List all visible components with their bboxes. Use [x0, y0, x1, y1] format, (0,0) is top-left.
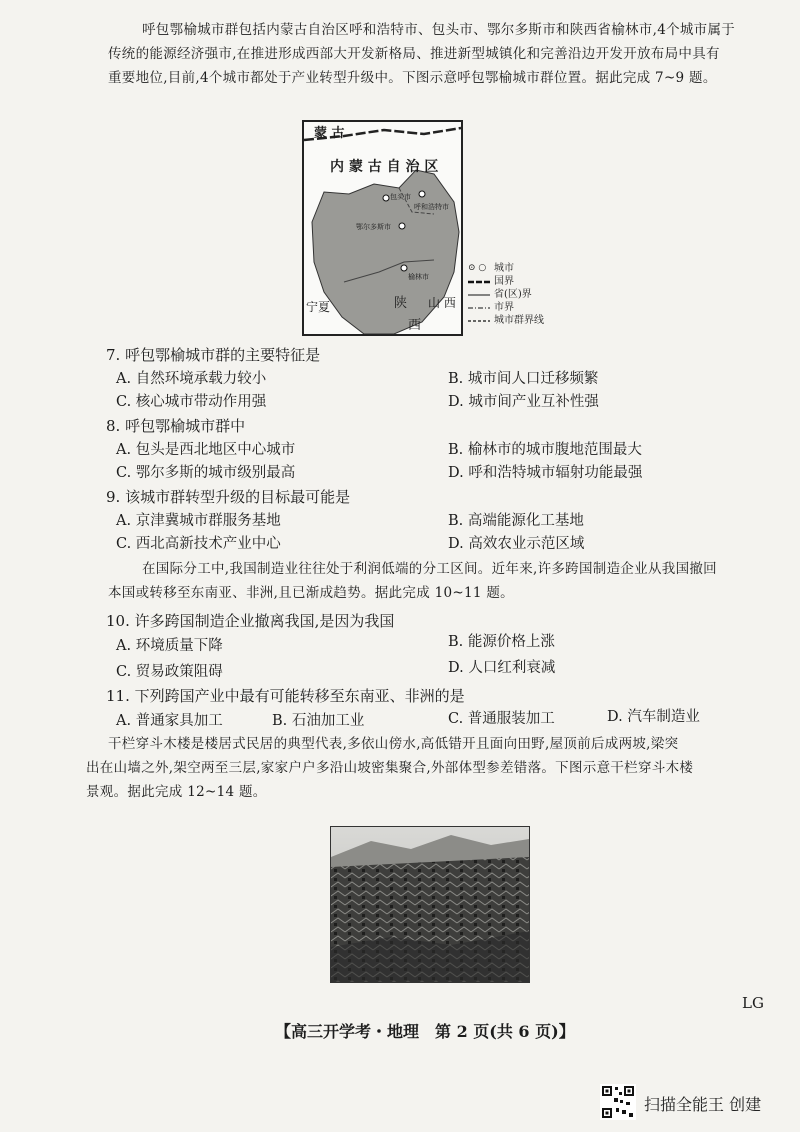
q9-option-d[interactable]: D. 高效农业示范区域 [448, 536, 585, 552]
city-marker-ordos [399, 223, 405, 229]
qr-code-icon [600, 1084, 636, 1120]
city-border-icon [468, 305, 490, 311]
stilt-house-image [331, 827, 529, 982]
intro2-line1: 在国际分工中,我国制造业往往处于利润低端的分工区间。近年来,许多跨国制造企业从我国撤回 [142, 561, 717, 577]
intro-passage-3 [86, 732, 786, 804]
q9-option-c[interactable]: C. 西北高新技术产业中心 [116, 536, 281, 552]
q10-stem: 10. 许多跨国制造企业撤离我国,是因为我国 [106, 612, 395, 630]
q10-option-a[interactable]: A. 环境质量下降 [116, 638, 223, 654]
legend-city: ⊙ ○ 城市 [468, 263, 514, 274]
city-marker-yulin [401, 265, 407, 271]
city-marker-baotou [383, 195, 389, 201]
q10-option-c[interactable]: C. 贸易政策阻碍 [116, 664, 223, 680]
q8-option-a[interactable]: A. 包头是西北地区中心城市 [116, 442, 296, 458]
label-ningxia: 宁夏 [306, 300, 331, 314]
q9-option-a[interactable]: A. 京津冀城市群服务基地 [116, 513, 281, 529]
q10-option-b[interactable]: B. 能源价格上涨 [448, 634, 555, 650]
legend-province-border: 省(区)界 [468, 288, 544, 301]
q8-option-d[interactable]: D. 呼和浩特城市辐射功能最强 [448, 465, 643, 481]
label-inner-mongolia: 内 蒙 古 自 治 区 [330, 159, 439, 175]
legend-cluster-border: 城市群界线 [468, 314, 544, 327]
label-baotou: 包头市 [390, 193, 411, 201]
cluster-border-icon [468, 318, 490, 324]
q11-option-d[interactable]: D. 汽车制造业 [607, 709, 700, 725]
subject-code: LG [742, 994, 764, 1012]
intro-passage-2 [108, 557, 788, 605]
label-hohhot: 呼和浩特市 [414, 203, 449, 211]
national-border-icon [468, 279, 490, 285]
label-mongolia: 蒙 古 [314, 126, 345, 141]
legend-city-border: 市界 [468, 301, 544, 314]
q9-option-b[interactable]: B. 高端能源化工基地 [448, 513, 584, 529]
intro1-line2: 传统的能源经济强市,在推进形成西部大开发新格局、推进新型城镇化和完善沿边开发开放布局中具有 [108, 46, 720, 62]
city-symbol-icon: ⊙ ○ [468, 263, 487, 273]
q8-stem: 8. 呼包鄂榆城市群中 [106, 417, 246, 435]
intro-passage-1 [108, 18, 788, 90]
q7-option-b[interactable]: B. 城市间人口迁移频繁 [448, 371, 599, 387]
q8-option-c[interactable]: C. 鄂尔多斯的城市级别最高 [116, 465, 296, 481]
q10-option-d[interactable]: D. 人口红利衰减 [448, 660, 556, 676]
q11-stem: 11. 下列跨国产业中最有可能转移至东南亚、非洲的是 [106, 687, 465, 705]
label-xi: 西 [408, 318, 422, 333]
intro3-line2: 出在山墙之外,架空两至三层,家家户户多沿山坡密集聚合,外部体型参差错落。下图示意干栏穿斗木楼 [86, 760, 694, 776]
intro1-line3: 重要地位,目前,4个城市都处于产业转型升级中。下图示意呼包鄂榆城市群位置。据此完成 7~9 题。 [108, 70, 717, 86]
q7-option-a[interactable]: A. 自然环境承载力较小 [116, 371, 267, 387]
q8-option-b[interactable]: B. 榆林市的城市腹地范围最大 [448, 442, 642, 458]
label-shanxi: 山 西 [428, 296, 456, 310]
q11-option-a[interactable]: A. 普通家具加工 [116, 713, 223, 729]
q9-stem: 9. 该城市群转型升级的目标最可能是 [106, 488, 351, 506]
intro2-line2: 本国或转移至东南亚、非洲,且已渐成趋势。据此完成 10~11 题。 [108, 585, 514, 601]
q7-option-c[interactable]: C. 核心城市带动作用强 [116, 394, 267, 410]
intro3-line1: 干栏穿斗木楼是楼居式民居的典型代表,多依山傍水,高低错开且面向田野,屋顶前后成两坡,梁突 [108, 736, 679, 752]
q11-option-c[interactable]: C. 普通服装加工 [448, 711, 555, 727]
label-ordos: 鄂尔多斯市 [356, 223, 391, 231]
q11-option-b[interactable]: B. 石油加工业 [272, 713, 365, 729]
city-marker-hohhot [419, 191, 425, 197]
scanner-watermark: 扫描全能王 创建 [644, 1095, 762, 1114]
intro1-line1: 呼包鄂榆城市群包括内蒙古自治区呼和浩特市、包头市、鄂尔多斯市和陕西省榆林市,4个城市属于 [142, 22, 736, 38]
city-cluster-map [302, 120, 463, 336]
q7-stem: 7. 呼包鄂榆城市群的主要特征是 [106, 346, 321, 364]
intro3-line3: 景观。据此完成 12~14 题。 [86, 784, 267, 800]
label-shaan: 陕 [394, 296, 408, 311]
q7-option-d[interactable]: D. 城市间产业互补性强 [448, 394, 599, 410]
legend-national-border: 国界 [468, 275, 544, 288]
page-footer: 【高三开学考・地理 第 2 页(共 6 页)】 [275, 1022, 575, 1041]
province-border-icon [468, 292, 490, 298]
label-yulin: 榆林市 [408, 273, 429, 281]
map-legend [468, 262, 544, 327]
stilt-house-photo [330, 826, 530, 983]
